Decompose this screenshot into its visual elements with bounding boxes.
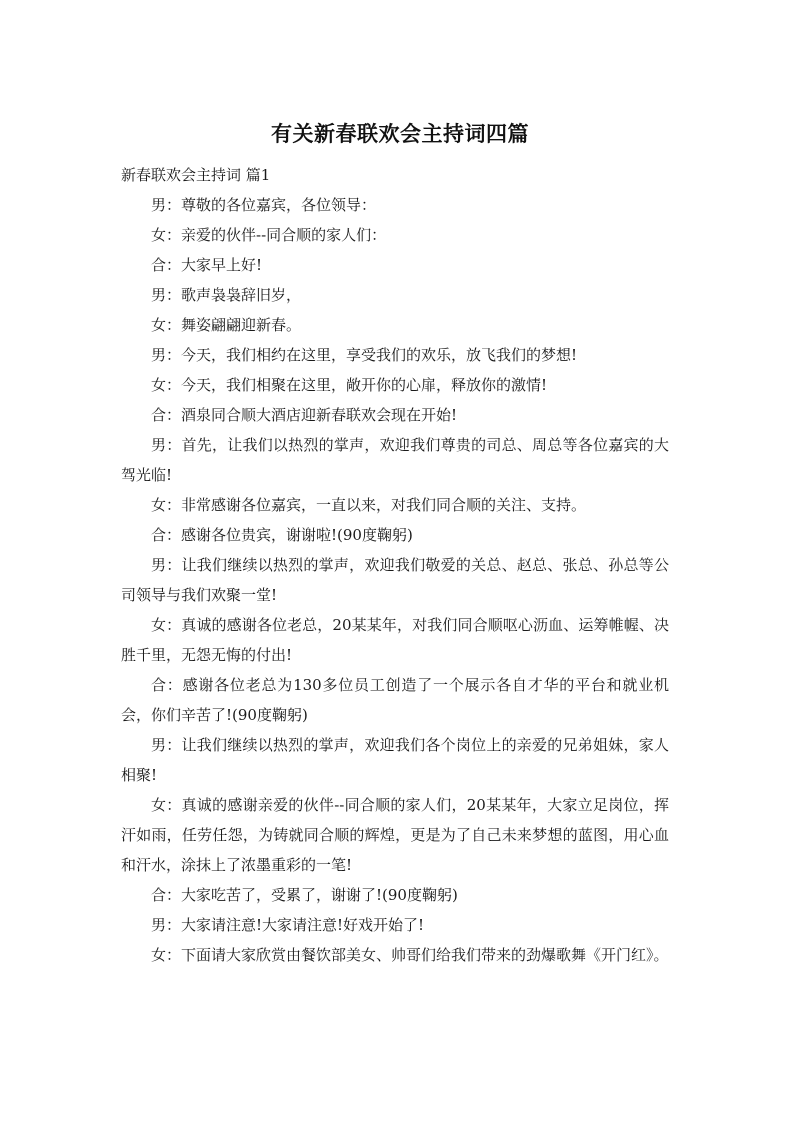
- paragraph-1: 男：尊敬的各位嘉宾，各位领导：: [151, 196, 377, 214]
- paragraph-18: 男：大家请注意!大家请注意!好戏开始了!: [151, 916, 425, 934]
- paragraph-9: 男：首先，让我们以热烈的掌声，欢迎我们尊贵的司总、周总等各位嘉宾的大驾光临!: [121, 436, 669, 484]
- paragraph-12: 男：让我们继续以热烈的掌声，欢迎我们敬爱的关总、赵总、张总、孙总等公司领导与我们欢聚一堂!: [121, 556, 669, 604]
- paragraph-7: 女：今天，我们相聚在这里，敞开你的心扉，释放你的激情!: [151, 376, 548, 394]
- paragraph-19: 女：下面请大家欣赏由餐饮部美女、帅哥们给我们带来的劲爆歌舞《开门红》。: [151, 946, 669, 964]
- paragraph-2: 女：亲爱的伙伴--同合顺的家人们：: [151, 226, 387, 244]
- paragraph-3: 合：大家早上好!: [151, 256, 263, 274]
- paragraph-16: 女：真诚的感谢亲爱的伙伴--同合顺的家人们，20某某年，大家立足岗位，挥汗如雨，任劳任怨，为铸就同合顺的辉煌，更是为了自己未来梦想的蓝图，用心血和汗水，涂抹上了浓墨重彩的一笔!: [121, 796, 669, 874]
- section-heading: 新春联欢会主持词 篇1: [121, 166, 271, 184]
- paragraph-13: 女：真诚的感谢各位老总，20某某年，对我们同合顺呕心沥血、运筹帷幄、决胜千里，无怨无悔的付出!: [121, 616, 669, 664]
- document-body: [121, 160, 669, 970]
- paragraph-11: 合：感谢各位贵宾，谢谢啦!(90度鞠躬): [151, 526, 413, 544]
- paragraph-17: 合：大家吃苦了，受累了，谢谢了!(90度鞠躬): [151, 886, 458, 904]
- document-title: 有关新春联欢会主持词四篇: [271, 122, 529, 146]
- paragraph-6: 男：今天，我们相约在这里，享受我们的欢乐，放飞我们的梦想!: [151, 346, 578, 364]
- paragraph-8: 合：酒泉同合顺大酒店迎新春联欢会现在开始!: [151, 406, 458, 424]
- paragraph-10: 女：非常感谢各位嘉宾，一直以来，对我们同合顺的关注、支持。: [151, 496, 587, 514]
- paragraph-5: 女：舞姿翩翩迎新春。: [151, 316, 302, 334]
- paragraph-15: 男：让我们继续以热烈的掌声，欢迎我们各个岗位上的亲爱的兄弟姐妹，家人相聚!: [121, 736, 669, 784]
- paragraph-14: 合：感谢各位老总为130多位员工创造了一个展示各自才华的平台和就业机会，你们辛苦了!(90度鞠躬): [121, 676, 669, 724]
- paragraph-4: 男：歌声袅袅辞旧岁，: [151, 286, 302, 304]
